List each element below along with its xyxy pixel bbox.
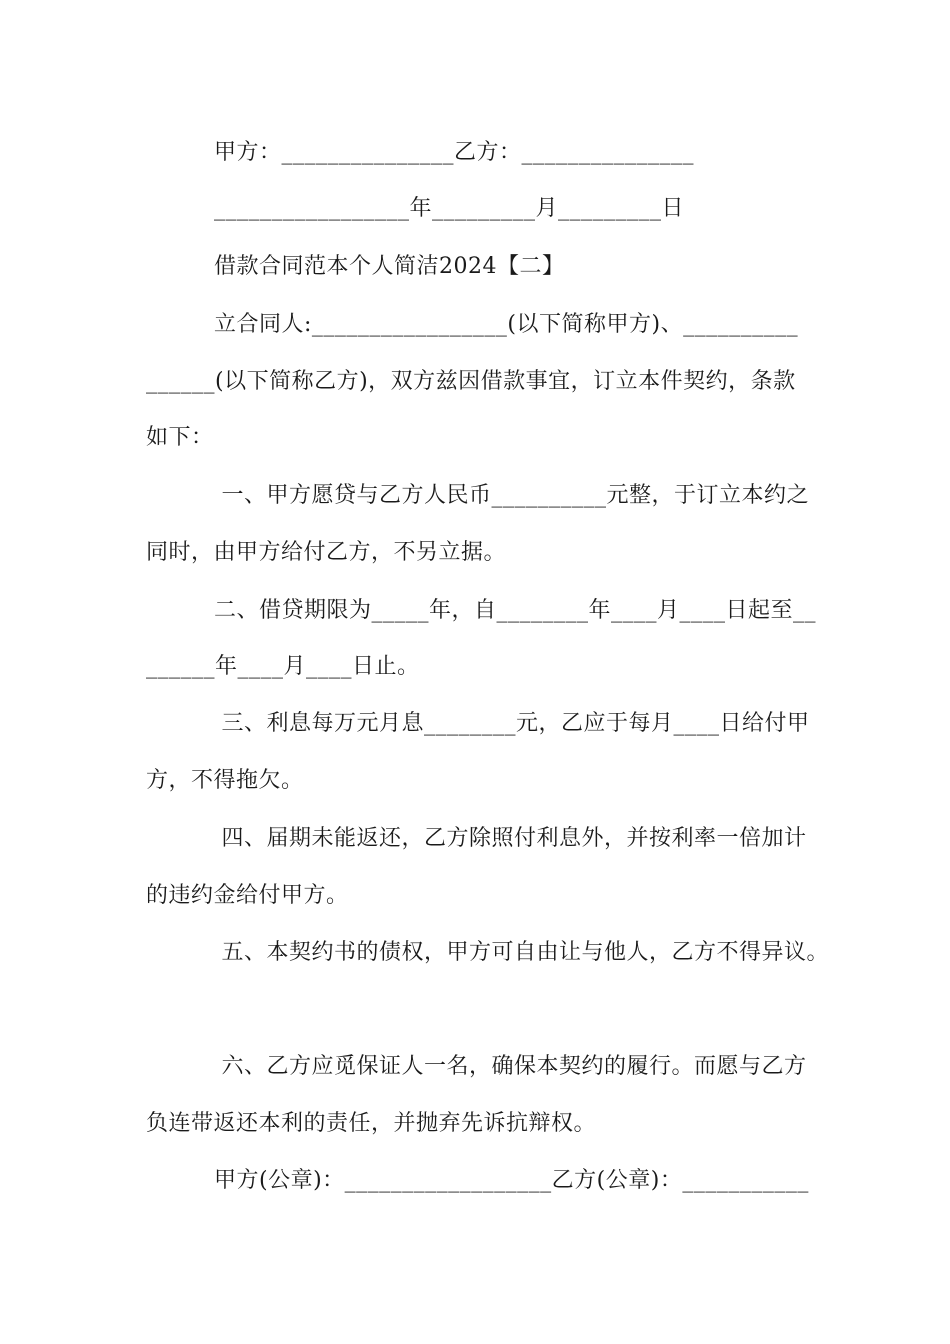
- clause-3-line: 三、利息每万元月息________元，乙应于每月____日给付甲: [214, 711, 810, 736]
- date-line: _________________年_________月_________日: [214, 196, 685, 221]
- paragraph-line: 如下：: [146, 425, 214, 450]
- section-title: 借款合同范本个人简洁2024【二】: [214, 254, 565, 279]
- clause-6-continuation: 负连带返还本利的责任，并抛弃先诉抗辩权。: [146, 1111, 597, 1136]
- clause-6-line: 六、乙方应觅保证人一名，确保本契约的履行。而愿与乙方: [214, 1054, 807, 1079]
- clause-4-line: 四、届期未能返还，乙方除照付利息外，并按利率一倍加计: [214, 826, 807, 851]
- clause-2-line: 二、借贷期限为_____年，自________年____月____日起至__: [214, 598, 817, 623]
- clause-1-line: 一、甲方愿贷与乙方人民币__________元整，于订立本约之: [214, 483, 809, 508]
- clause-3-continuation: 方，不得拖欠。: [146, 768, 304, 793]
- clause-5-line: 五、本契约书的债权，甲方可自由让与他人，乙方不得异议。: [214, 940, 829, 965]
- clause-4-continuation: 的违约金给付甲方。: [146, 883, 349, 908]
- seal-signature-line: 甲方(公章)：__________________乙方(公章)：___________: [214, 1168, 809, 1193]
- party-signature-line: 甲方：_______________乙方：_______________: [214, 140, 695, 165]
- clause-1-continuation: 同时，由甲方给付乙方，不另立据。: [146, 540, 507, 565]
- contract-party-line: 立合同人:_________________(以下简称甲方)、__________: [214, 312, 799, 337]
- paragraph-line: ______(以下简称乙方)，双方兹因借款事宜，订立本件契约，条款: [146, 369, 796, 394]
- clause-2-continuation: ______年____月____日止。: [146, 654, 420, 679]
